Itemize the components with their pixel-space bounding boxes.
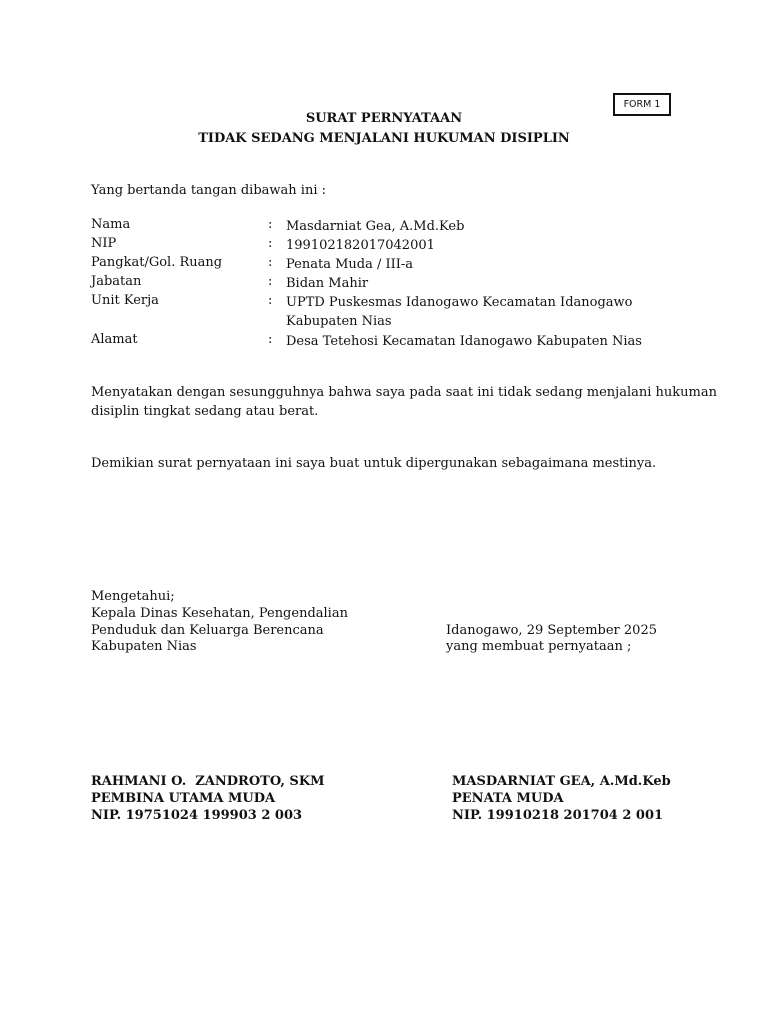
field-value: 199102182017042001 bbox=[286, 238, 435, 253]
document-subtitle: TIDAK SEDANG MENJALANI HUKUMAN DISIPLIN bbox=[198, 131, 570, 146]
acknowledgement-heading: Mengetahui; bbox=[91, 589, 175, 604]
field-colon: : bbox=[268, 255, 273, 270]
left-signatory-name: RAHMANI O. ZANDROTO, SKM bbox=[91, 774, 325, 789]
right-signatory-name: MASDARNIAT GEA, A.Md.Keb bbox=[452, 774, 671, 789]
field-row-unit-kerja bbox=[91, 293, 691, 331]
field-row-alamat bbox=[91, 332, 691, 351]
declarant-role: yang membuat pernyataan ; bbox=[446, 639, 632, 654]
document-title: SURAT PERNYATAAN bbox=[305, 111, 463, 126]
field-row-nama bbox=[91, 217, 691, 236]
intro-text: Yang bertanda tangan dibawah ini : bbox=[91, 183, 326, 198]
field-colon: : bbox=[268, 217, 273, 232]
form-number-label: FORM 1 bbox=[623, 99, 661, 110]
closing-text: Demikian surat pernyataan ini saya buat untuk dipergunakan sebagaimana mestinya. bbox=[91, 456, 657, 471]
field-row-jabatan bbox=[91, 274, 691, 293]
left-signatory-nip: NIP. 19751024 199903 2 003 bbox=[91, 808, 303, 823]
field-row-nip bbox=[91, 236, 691, 255]
statement-line-2: disiplin tingkat sedang atau berat. bbox=[91, 404, 319, 419]
left-signatory-rank: PEMBINA UTAMA MUDA bbox=[91, 791, 276, 806]
field-label: Unit Kerja bbox=[91, 293, 159, 308]
field-value: Masdarniat Gea, A.Md.Keb bbox=[286, 219, 465, 234]
acknowledgement-office-line-1: Kepala Dinas Kesehatan, Pengendalian bbox=[91, 606, 348, 621]
field-value: Desa Tetehosi Kecamatan Idanogawo Kabupaten Nias bbox=[286, 334, 642, 349]
acknowledgement-office-line-3: Kabupaten Nias bbox=[91, 639, 197, 654]
field-value: UPTD Puskesmas Idanogawo Kecamatan Idanogawo Kabupaten Nias bbox=[286, 295, 633, 329]
field-label: Pangkat/Gol. Ruang bbox=[91, 255, 223, 270]
field-value: Penata Muda / III-a bbox=[286, 257, 414, 272]
right-signatory-nip: NIP. 19910218 201704 2 001 bbox=[452, 808, 664, 823]
field-colon: : bbox=[268, 332, 273, 347]
place-date: Idanogawo, 29 September 2025 bbox=[446, 623, 657, 638]
statement-line-1: Menyatakan dengan sesungguhnya bahwa saya pada saat ini tidak sedang menjalani hukuman bbox=[91, 385, 717, 400]
field-colon: : bbox=[268, 293, 273, 308]
acknowledgement-office-line-2: Penduduk dan Keluarga Berencana bbox=[91, 623, 324, 638]
field-label: Nama bbox=[91, 217, 131, 232]
field-row-pangkat bbox=[91, 255, 691, 274]
field-colon: : bbox=[268, 274, 273, 289]
field-value: Bidan Mahir bbox=[286, 276, 369, 291]
field-label: NIP bbox=[91, 236, 117, 251]
right-signatory-rank: PENATA MUDA bbox=[452, 791, 564, 806]
field-colon: : bbox=[268, 236, 273, 251]
field-label: Alamat bbox=[91, 332, 138, 347]
field-label: Jabatan bbox=[91, 274, 142, 289]
